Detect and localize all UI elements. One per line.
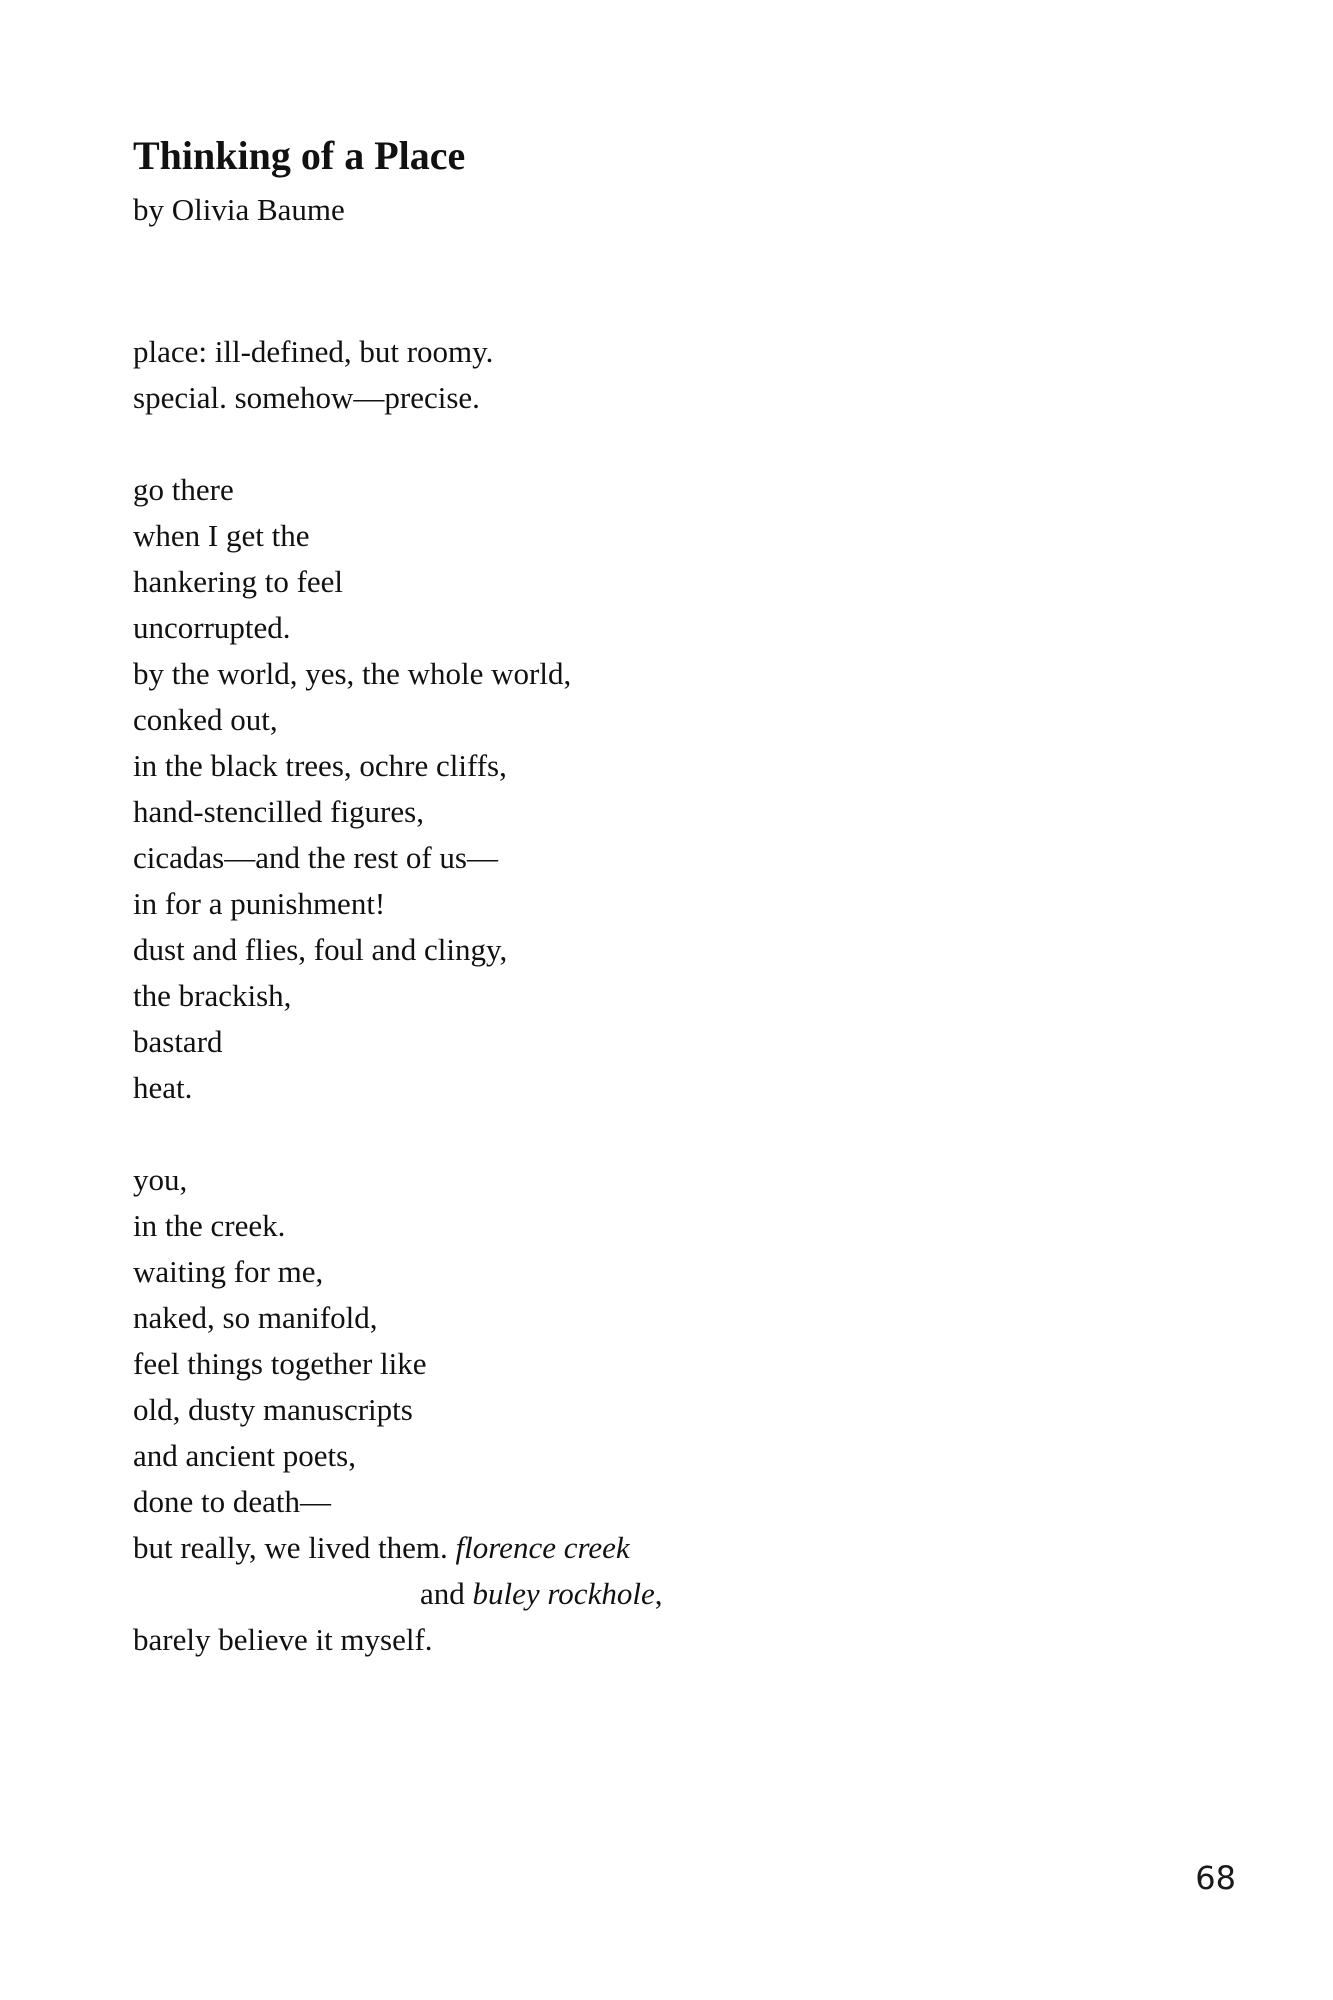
poem-line: the brackish, [133, 978, 292, 1013]
poem-line: when I get the [133, 518, 310, 553]
poem-line: waiting for me, [133, 1254, 324, 1289]
poem-line: place: ill-defined, but roomy. [133, 334, 494, 369]
poem-line-indented [133, 1571, 1033, 1617]
place-name-italic: buley rockhole [472, 1576, 655, 1611]
poem-line: bastard [133, 1024, 223, 1059]
stanza-1 [133, 329, 1033, 421]
line-text: and [420, 1576, 473, 1611]
line-text: but really, we lived them. [133, 1530, 456, 1565]
page-number: 68 [1195, 1859, 1236, 1897]
stanza-3 [133, 1157, 1033, 1663]
poem-title: Thinking of a Place [133, 133, 466, 178]
poem-line: cicadas—and the rest of us— [133, 840, 498, 875]
poem-line: heat. [133, 1070, 193, 1105]
poem-line: and ancient poets, [133, 1438, 356, 1473]
poem-line: in the creek. [133, 1208, 286, 1243]
poem-line: dust and flies, foul and clingy, [133, 932, 508, 967]
place-name-italic: florence creek [455, 1530, 630, 1565]
poem-line-with-place-name [133, 1525, 1033, 1571]
poem-line: in for a punishment! [133, 886, 386, 921]
poem-line: feel things together like [133, 1346, 427, 1381]
poem-line: go there [133, 472, 234, 507]
poem-line: uncorrupted. [133, 610, 291, 645]
poem-line: barely believe it myself. [133, 1622, 433, 1657]
poem-line: hand-stencilled figures, [133, 794, 424, 829]
poem-line: done to death— [133, 1484, 332, 1519]
stanza-2 [133, 467, 1033, 1111]
poem-line: hankering to feel [133, 564, 344, 599]
poem-line: conked out, [133, 702, 278, 737]
line-text: , [654, 1576, 663, 1611]
poem-line: in the black trees, ochre cliffs, [133, 748, 507, 783]
poem-line: you, [133, 1162, 188, 1197]
poem-line: old, dusty manuscripts [133, 1392, 413, 1427]
poem-line: naked, so manifold, [133, 1300, 378, 1335]
poem-line: by the world, yes, the whole world, [133, 656, 572, 691]
poem-byline: by Olivia Baume [133, 192, 345, 227]
poem-line: special. somehow—precise. [133, 380, 480, 415]
poem-body [133, 329, 1033, 1709]
